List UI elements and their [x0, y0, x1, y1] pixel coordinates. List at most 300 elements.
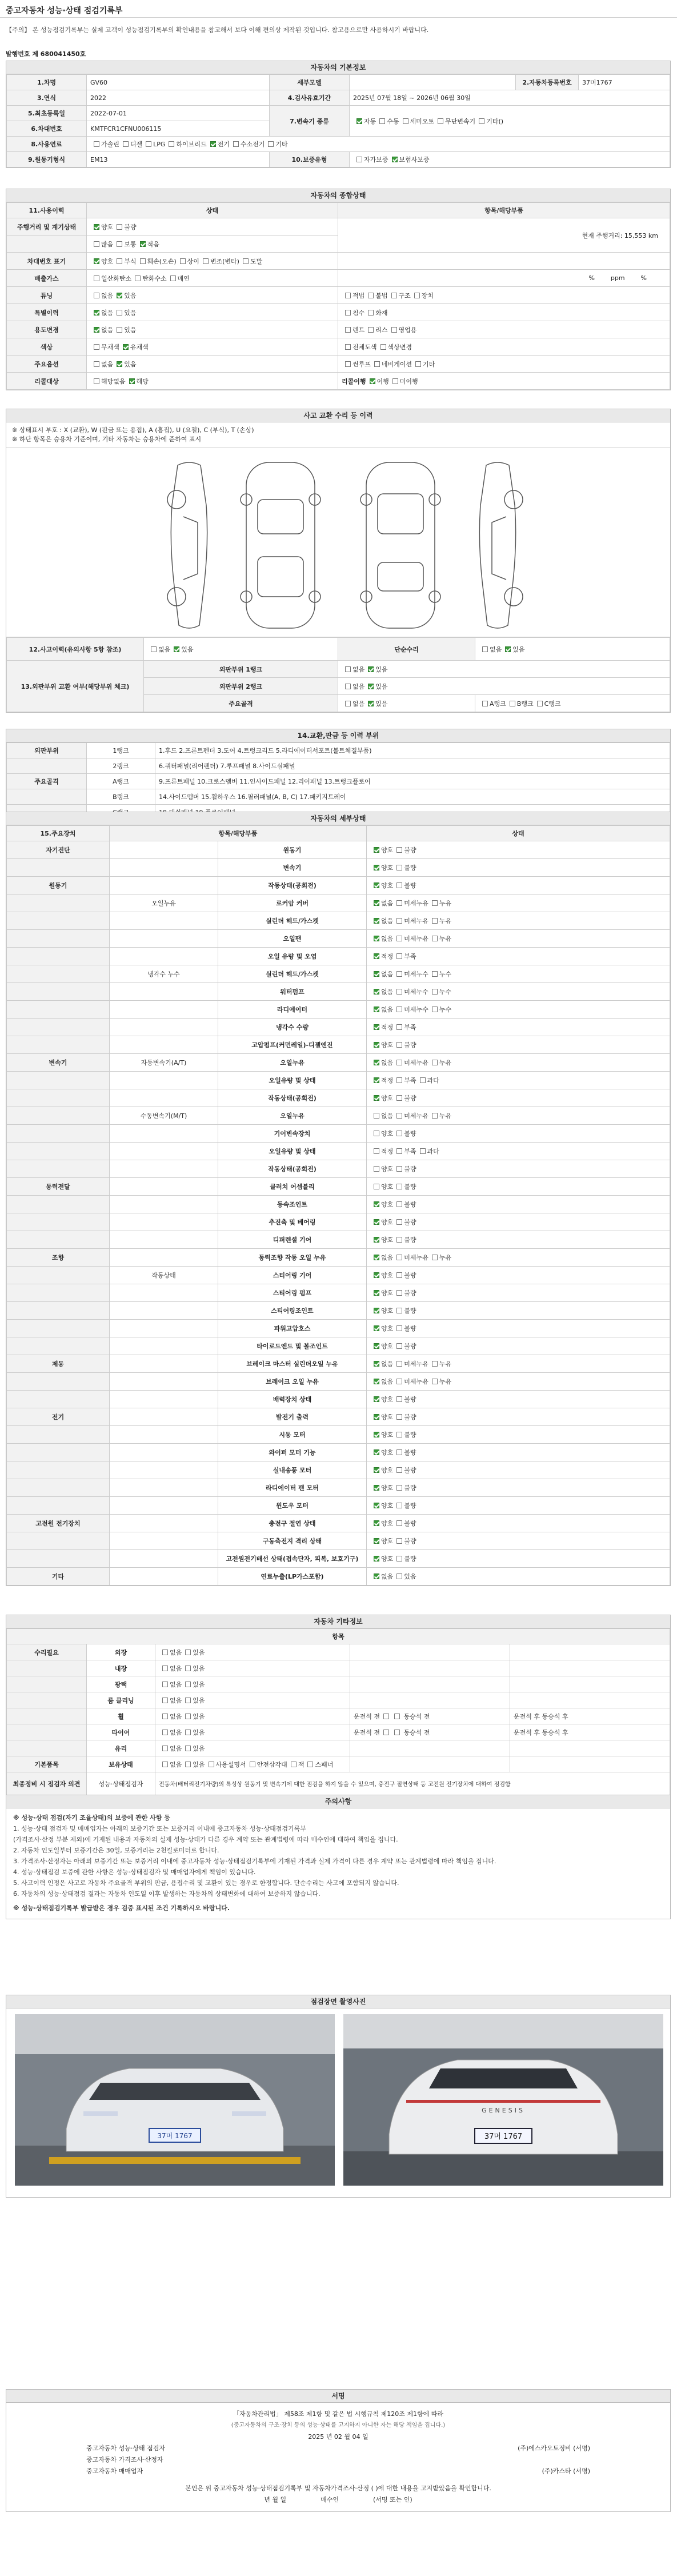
status-options	[367, 1373, 670, 1391]
item-label: 브레이크 오일 누유	[218, 1373, 367, 1391]
checkbox-label: C랭크	[544, 700, 561, 708]
checkbox	[203, 258, 209, 264]
sub-label	[110, 1089, 218, 1107]
legend-line-2: ※ 하단 항목은 승용차 기준이며, 기타 자동차는 승용차에 준하여 표시	[12, 436, 202, 443]
checkbox-label: 불량	[404, 1041, 416, 1049]
system-label	[7, 1444, 110, 1461]
row-label	[7, 1692, 87, 1708]
item-label: 내장	[87, 1660, 155, 1676]
checkbox	[374, 1219, 379, 1225]
frame-options	[338, 695, 475, 712]
detail-row	[7, 1302, 670, 1320]
checkbox-label: 누유	[439, 1360, 452, 1368]
item-label: 작동상태(공회전)	[218, 1089, 367, 1107]
checkbox	[356, 118, 362, 124]
checkbox	[374, 1503, 379, 1508]
inspector-name: (주)에스카오토정비 (서명)	[518, 2445, 590, 2452]
checkbox-label: 불량	[404, 1130, 416, 1137]
header-row	[7, 1629, 670, 1644]
emission-units: % ppm %	[338, 270, 670, 287]
buyer-label: 매수인	[321, 2496, 339, 2503]
checkbox	[379, 118, 385, 124]
checkbox-label: 불량	[404, 1484, 416, 1492]
checkbox	[374, 865, 379, 870]
checkbox-label: 미세누유	[404, 1378, 428, 1385]
checkbox-label: 양호	[381, 1537, 394, 1545]
checkbox	[396, 1095, 402, 1101]
row-label: 9.원동기형식	[7, 152, 87, 167]
status-options	[87, 338, 338, 356]
sign-section	[6, 2389, 671, 2512]
checkbox-label: 양호	[381, 1183, 394, 1191]
status-options	[367, 1072, 670, 1089]
checkbox	[162, 1666, 168, 1671]
checkbox	[374, 918, 379, 924]
detail-row	[7, 930, 670, 948]
checkbox-label: 양호	[381, 1289, 394, 1297]
section-title: 점검장면 촬영사진	[6, 1995, 670, 2008]
basic-row	[7, 152, 670, 167]
detail-row	[7, 1001, 670, 1019]
checkbox	[396, 1077, 402, 1083]
status-options	[367, 1196, 670, 1213]
row-label: 수리필요	[7, 1644, 87, 1660]
checkbox	[117, 293, 122, 298]
checkbox-label: 없음	[170, 1760, 182, 1768]
checkbox	[140, 241, 146, 247]
detail-row	[7, 1515, 670, 1532]
inspection-validity: 2025년 07월 18일 ~ 2026년 06월 30일	[350, 90, 670, 106]
system-label	[7, 1532, 110, 1550]
row-label: 주행거리 및 계기상태	[7, 218, 87, 235]
system-label	[7, 1213, 110, 1231]
checkbox	[374, 1042, 379, 1048]
overall-row	[7, 218, 670, 235]
detail-row	[7, 1019, 670, 1036]
status-options	[367, 894, 670, 912]
status-options	[367, 1267, 670, 1284]
item-label: 배력장치 상태	[218, 1391, 367, 1408]
sub-label	[110, 1143, 218, 1160]
checkbox	[432, 1361, 438, 1367]
dealer-row	[18, 2466, 659, 2477]
checkbox-label: 무채색	[101, 343, 119, 351]
sub-label	[110, 1497, 218, 1515]
system-label: 변속기	[7, 1054, 110, 1072]
detail-row	[7, 1497, 670, 1515]
checkbox	[291, 1762, 297, 1767]
item-label: 연료누출(LP가스포함)	[218, 1568, 367, 1585]
document-number: 발행번호 제 680041450호	[6, 50, 86, 58]
row-label	[7, 1660, 87, 1676]
checkbox	[432, 1379, 438, 1384]
option-detail	[338, 356, 670, 373]
checkbox	[438, 118, 443, 124]
item-label: 오일유량 및 상태	[218, 1072, 367, 1089]
status-options	[367, 1089, 670, 1107]
checkbox	[482, 701, 488, 706]
checkbox-label: 양호	[381, 1555, 394, 1563]
checkbox	[374, 1396, 379, 1402]
checkbox-label: 없음	[352, 665, 365, 673]
item-label: 클러치 어셈블리	[218, 1178, 367, 1196]
checkbox-label: 과다	[427, 1077, 439, 1084]
checkbox-label: 불량	[404, 846, 416, 854]
detail-row	[7, 1444, 670, 1461]
buyer-row	[18, 2494, 659, 2506]
checkbox-label: 부식	[124, 257, 137, 265]
checkbox	[374, 1520, 379, 1526]
color-detail	[338, 338, 670, 356]
checkbox	[374, 847, 379, 853]
checkbox-label: 영업용	[398, 326, 417, 334]
status-options	[367, 1320, 670, 1337]
checkbox-label: 침수	[352, 309, 365, 317]
checkbox	[94, 293, 99, 298]
sub-model	[350, 75, 516, 90]
checkbox	[396, 1414, 402, 1420]
item-label: 오일팬	[218, 930, 367, 948]
detail-row	[7, 1373, 670, 1391]
checkbox	[396, 1166, 402, 1172]
checkbox-label: 없음	[381, 1254, 394, 1261]
checkbox	[345, 361, 351, 367]
checkbox	[174, 646, 179, 652]
checkbox	[396, 847, 402, 853]
status-options	[87, 287, 338, 304]
inspector-row	[18, 2443, 659, 2454]
checkbox-label: 네비게이션	[381, 360, 412, 368]
checkbox-label: 양호	[381, 1041, 394, 1049]
checkbox	[432, 989, 438, 995]
detail-row	[7, 1426, 670, 1444]
law-text: 「자동차관리법」 제58조 제1항 및 같은 법 시행규칙 제120조 제1항에 따라	[233, 2410, 444, 2418]
checkbox	[162, 1746, 168, 1751]
checkbox	[374, 1201, 379, 1207]
status-options	[367, 983, 670, 1001]
checkbox-label: 양호	[381, 1236, 394, 1244]
checkbox-label: 미세누유	[404, 1059, 428, 1067]
detail-section	[6, 812, 671, 1586]
row-label: 7.변속기 종류	[270, 106, 350, 137]
section-title: 자동차의 세부상태	[6, 812, 670, 825]
section-title: 주의사항	[6, 1795, 670, 1808]
special-detail	[338, 304, 670, 321]
checkbox-label: 누유	[439, 900, 452, 907]
status-options	[87, 356, 338, 373]
checkbox	[403, 118, 408, 124]
checkbox	[396, 1201, 402, 1207]
mileage-value: 현재 주행거리: 15,553 km	[338, 218, 670, 253]
checkbox	[117, 258, 122, 264]
detail-row	[7, 1072, 670, 1089]
extra-row	[7, 1756, 670, 1772]
detail-row	[7, 1479, 670, 1497]
item-label: 변속기	[218, 859, 367, 877]
legend-line-1: ※ 상태표시 부호 : X (교환), W (판금 또는 용접), A (흠집), U (요철), C (부식), T (손상)	[12, 426, 254, 434]
checkbox-label: 사용설명서	[215, 1760, 246, 1768]
checkbox	[162, 1650, 168, 1655]
item-label: 냉각수 수량	[218, 1019, 367, 1036]
car-top-rear-icon	[360, 462, 440, 628]
legend	[6, 422, 670, 448]
checkbox	[374, 900, 379, 906]
system-label	[7, 1320, 110, 1337]
checkbox-label: 누수	[439, 971, 452, 978]
checkbox	[345, 327, 351, 333]
checkbox-label: 기타	[423, 360, 435, 368]
checkbox-label: 미세누유	[404, 1112, 428, 1120]
page-header	[0, 0, 677, 18]
checkbox	[117, 224, 122, 230]
section-title: 자동차의 기본정보	[6, 61, 670, 74]
system-label	[7, 1107, 110, 1125]
checkbox-label: 양호	[381, 1502, 394, 1509]
checkbox	[368, 701, 374, 706]
system-label	[7, 1001, 110, 1019]
checkbox	[396, 918, 402, 924]
checkbox-label: 자가보증	[364, 156, 388, 163]
accident-row	[7, 661, 670, 678]
system-label	[7, 1337, 110, 1355]
checkbox	[374, 1308, 379, 1313]
model-year: 2022	[87, 90, 270, 106]
parts-items: 9.프론트패널 10.크로스멤버 11.인사이드패널 12.리어패널 13.트렁크플로어	[155, 774, 670, 789]
detail-row	[7, 1143, 670, 1160]
wheel-sub: 운전석 후 동승석 후	[510, 1708, 670, 1724]
sub-label	[110, 1284, 218, 1302]
detail-row	[7, 1125, 670, 1143]
checkbox	[162, 1714, 168, 1719]
checkbox-label: 불량	[404, 1219, 416, 1226]
checkbox	[537, 701, 543, 706]
notes-heading: ※ 성능·상태 점검(자기 조율상태)의 보증에 관한 사항 등	[13, 1814, 170, 1822]
checkbox-label: 상이	[187, 257, 199, 265]
checkbox-label: 부족	[404, 1077, 416, 1084]
checkbox-label: 없음	[170, 1744, 182, 1752]
sub-label	[110, 1568, 218, 1585]
status-options	[367, 1337, 670, 1355]
item-label: 원동기	[218, 841, 367, 859]
system-label: 원동기	[7, 877, 110, 894]
status-options	[367, 912, 670, 930]
parts-row	[7, 789, 670, 805]
rear-photo	[343, 2014, 663, 2186]
checkbox-label: 미세누수	[404, 1006, 428, 1013]
sub-label	[110, 930, 218, 948]
parts-row	[7, 743, 670, 758]
checkbox	[162, 1762, 168, 1767]
checkbox-label: 렌트	[352, 326, 365, 334]
checkbox-label: 양호	[101, 223, 114, 231]
accident-options	[144, 638, 338, 661]
sub-label	[110, 1196, 218, 1213]
checkbox	[185, 1698, 191, 1703]
wheel-sub: 운전석 전 동승석 전	[350, 1708, 510, 1724]
checkbox	[414, 293, 420, 298]
status-options	[367, 1107, 670, 1125]
col-header: 상태	[367, 826, 670, 841]
front-photo-svg	[15, 2014, 335, 2186]
checkbox	[117, 361, 122, 367]
checkbox-label: 하이브리드	[176, 141, 207, 148]
checkbox-label: 보통	[124, 240, 137, 248]
checkbox-label: 양호	[381, 1325, 394, 1332]
sub-label: 작동상태	[110, 1267, 218, 1284]
overall-row	[7, 321, 670, 338]
checkbox	[123, 344, 129, 350]
sub-label	[110, 1231, 218, 1249]
checkbox	[396, 1290, 402, 1296]
checkbox	[370, 378, 375, 384]
detail-row	[7, 1089, 670, 1107]
detail-row	[7, 983, 670, 1001]
detail-row	[7, 1213, 670, 1231]
checkbox-label: 없음	[381, 1112, 394, 1120]
detail-row	[7, 1196, 670, 1213]
rank-label: 1랭크	[87, 743, 155, 758]
checkbox	[185, 1666, 191, 1671]
checkbox-label: 미세누유	[404, 917, 428, 925]
checkbox-label: 많음	[101, 240, 114, 248]
checkbox	[396, 1325, 402, 1331]
price-row	[18, 2454, 659, 2466]
checkbox-label: 불량	[404, 1537, 416, 1545]
item-label: 스티어링 펌프	[218, 1284, 367, 1302]
note-item: 2. 자동차 인도일부터 보증기간은 30일, 보증거리는 2천킬로미터로 합니다.	[13, 1847, 219, 1854]
checkbox-label: 미세누수	[404, 988, 428, 996]
section-title: 자동차 기타정보	[6, 1615, 670, 1628]
item-label: 추진축 및 베어링	[218, 1213, 367, 1231]
overall-table	[6, 202, 670, 390]
brand-text: GENESIS	[482, 2107, 525, 2114]
checkbox	[374, 1113, 379, 1119]
sub-label: 자동변속기(A/T)	[110, 1054, 218, 1072]
recall-detail	[338, 373, 670, 390]
sub-label	[110, 1532, 218, 1550]
item-label: 디퍼렌셜 기어	[218, 1231, 367, 1249]
system-label	[7, 859, 110, 877]
checkbox-label: 불량	[404, 1343, 416, 1350]
row-label	[7, 235, 87, 253]
section-title: 사고 교환 수리 등 이력	[6, 409, 670, 422]
checkbox	[185, 1746, 191, 1751]
usage-detail	[338, 321, 670, 338]
sub-label	[110, 841, 218, 859]
checkbox-label: 있음	[193, 1744, 205, 1752]
checkbox-label: 있음	[193, 1696, 205, 1704]
row-label: 배출가스	[7, 270, 87, 287]
status-options	[367, 1515, 670, 1532]
sub-label	[110, 1426, 218, 1444]
law-text-2: (중고자동차의 구조·장치 등의 성능·상태를 고지하지 아니한 자는 해당 책임을 집니다.)	[231, 2422, 446, 2429]
basic-info-table	[6, 74, 670, 167]
item-label: 유리	[87, 1740, 155, 1756]
checkbox	[94, 141, 99, 147]
section-title: 서명	[6, 2390, 670, 2403]
checkbox-label: 미세누수	[404, 971, 428, 978]
item-label: 와이퍼 모터 기능	[218, 1444, 367, 1461]
item-label: 시동 모터	[218, 1426, 367, 1444]
checkbox-label: 무단변속기	[445, 117, 476, 125]
row-label: 용도변경	[7, 321, 87, 338]
checkbox	[396, 1343, 402, 1349]
checkbox	[374, 1060, 379, 1065]
checkbox	[307, 1762, 313, 1767]
status-options	[367, 1479, 670, 1497]
status-options	[367, 965, 670, 983]
car-side-left-icon	[167, 462, 207, 628]
note-item: 5. 사고이력 인정은 사고로 자동차 주요골격 부위의 판금, 용접수리 및 교환이 있는 경우로 한정합니다. 단순수리는 사고에 포함되지 않습니다.	[13, 1879, 399, 1887]
checkbox	[383, 1714, 389, 1719]
basic-row	[7, 75, 670, 90]
status-options	[367, 1444, 670, 1461]
status-options	[155, 1756, 350, 1772]
checkbox-label: 불량	[404, 1183, 416, 1191]
row-label: 단순수리	[338, 638, 475, 661]
item-label: 발전기 출력	[218, 1408, 367, 1426]
checkbox-label: 훼손(오손)	[147, 257, 177, 265]
status-options	[367, 1302, 670, 1320]
item-label: 휠	[87, 1708, 155, 1724]
checkbox	[374, 1379, 379, 1384]
checkbox-label: 썬루프	[352, 360, 371, 368]
checkbox	[374, 1538, 379, 1544]
detail-row	[7, 1284, 670, 1302]
checkbox	[368, 310, 374, 315]
row-label: 색상	[7, 338, 87, 356]
checkbox	[396, 1379, 402, 1384]
status-options	[367, 1213, 670, 1231]
checkbox-label: 양호	[381, 1201, 394, 1208]
system-label	[7, 1143, 110, 1160]
checkbox-label: 없음	[170, 1680, 182, 1688]
status-options	[367, 1143, 670, 1160]
checkbox-label: 미세누유	[404, 935, 428, 942]
item-label: 실린더 헤드/가스켓	[218, 912, 367, 930]
detail-row	[7, 1568, 670, 1585]
status-options	[367, 1036, 670, 1054]
row-label: 기본품목	[7, 1756, 87, 1772]
checkbox	[396, 1237, 402, 1243]
checkbox-label: 없음	[381, 935, 394, 942]
system-label	[7, 1479, 110, 1497]
checkbox-label: 누수	[439, 988, 452, 996]
checkbox-label: 누유	[439, 1059, 452, 1067]
checkbox-label: B랭크	[516, 700, 534, 708]
front-plate-text: 37머 1767	[157, 2132, 193, 2140]
system-label: 고전원 전기장치	[7, 1515, 110, 1532]
opinion-row	[7, 1772, 670, 1795]
checkbox	[396, 865, 402, 870]
checkbox	[374, 1290, 379, 1296]
checkbox	[374, 1166, 379, 1172]
status-options	[367, 1001, 670, 1019]
sub-label	[110, 1461, 218, 1479]
checkbox-label: 미세누유	[404, 1360, 428, 1368]
checkbox	[94, 378, 99, 384]
basic-info-section	[6, 61, 671, 168]
checkbox-label: 양호	[101, 257, 114, 265]
sub-label	[110, 1001, 218, 1019]
row-label: 6.차대번호	[7, 121, 87, 137]
checkbox-label: 양호	[381, 1272, 394, 1279]
rank1-options	[338, 661, 670, 678]
system-label	[7, 1550, 110, 1568]
checkbox-label: 없음	[101, 291, 114, 299]
checkbox-label: 부족	[404, 953, 416, 960]
checkbox	[432, 1255, 438, 1260]
